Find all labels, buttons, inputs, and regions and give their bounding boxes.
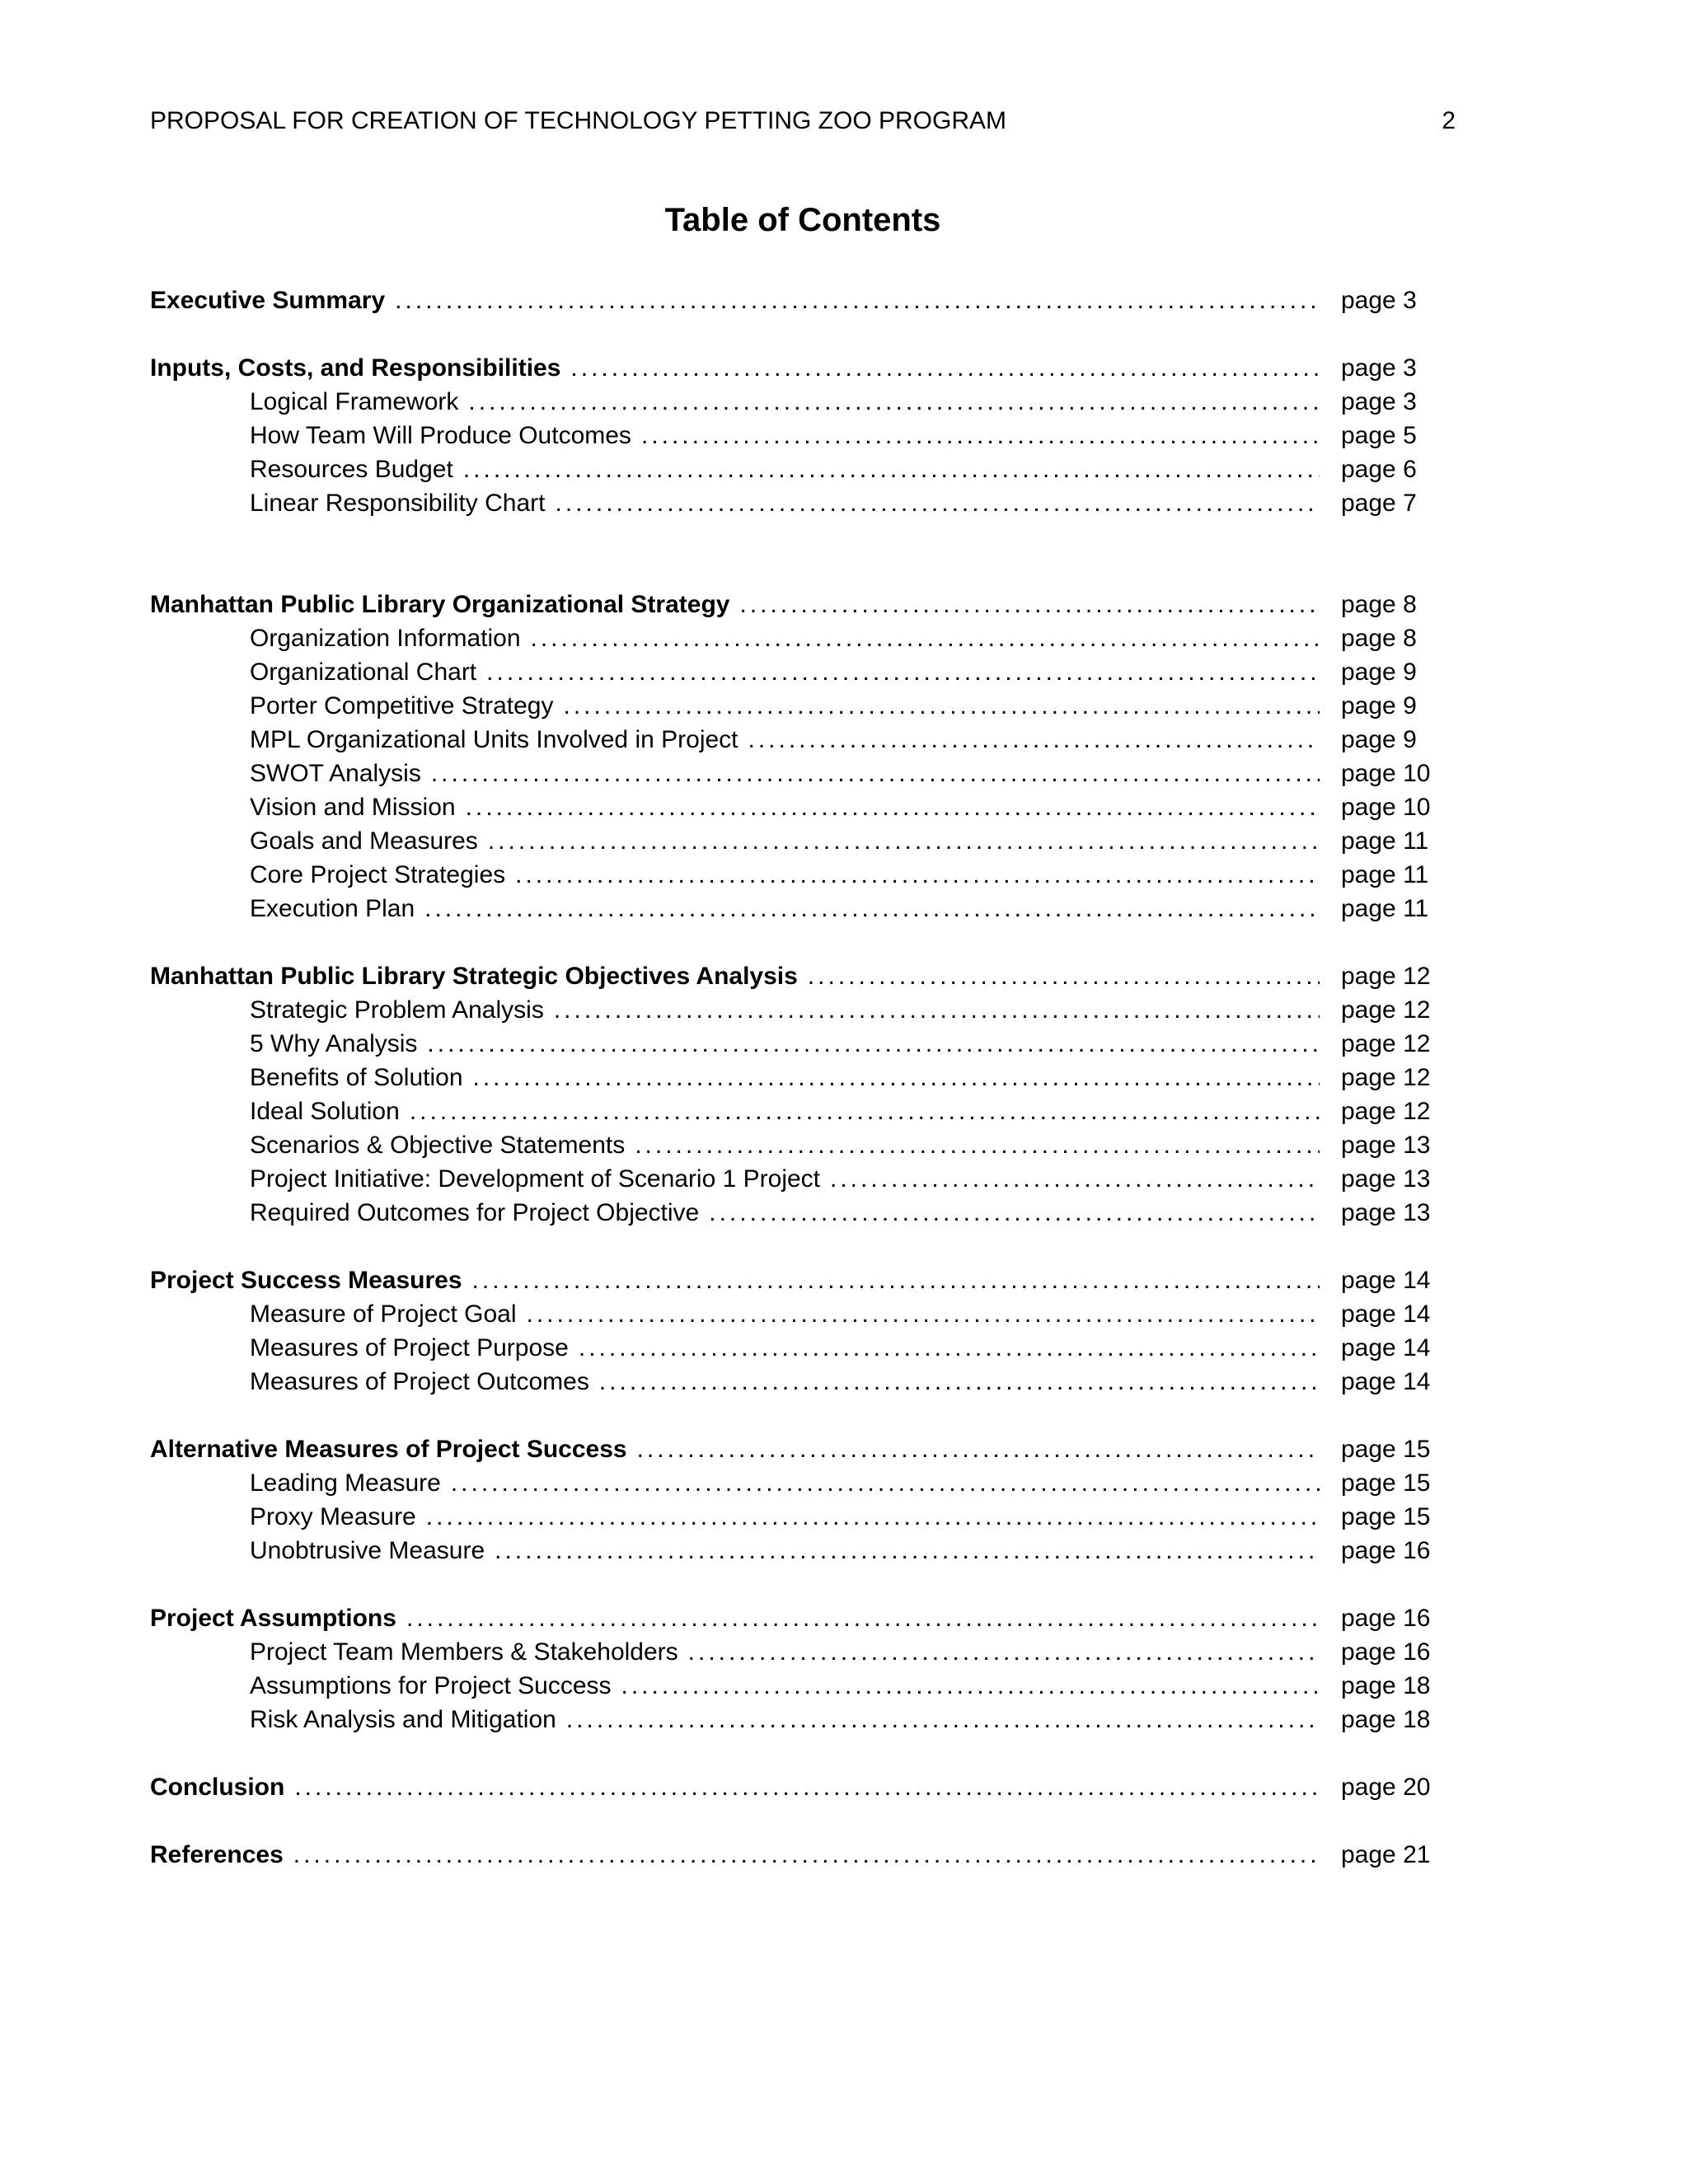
toc-entry-page: page 8: [1341, 591, 1417, 618]
dot-leader: [395, 284, 1320, 317]
toc-entry-page: page 14: [1341, 1334, 1431, 1361]
toc-row: [150, 1534, 1456, 1568]
toc-entry-page: page 9: [1341, 692, 1417, 719]
dot-leader: [563, 689, 1320, 723]
toc-entry-label: Organizational Chart: [250, 658, 477, 686]
toc-entry-label: Strategic Problem Analysis: [250, 996, 544, 1024]
toc-entry-label: SWOT Analysis: [250, 760, 421, 787]
dot-leader: [486, 655, 1320, 689]
dot-leader: [427, 1027, 1320, 1061]
page-number: 2: [1442, 107, 1456, 134]
toc-row: [150, 858, 1456, 892]
toc-entry-page: page 15: [1341, 1469, 1431, 1497]
toc-row: [150, 959, 1456, 993]
dot-leader: [293, 1838, 1320, 1872]
dot-leader: [473, 1061, 1320, 1094]
toc-entry-label: Alternative Measures of Project Success: [150, 1436, 627, 1463]
dot-leader: [431, 757, 1320, 790]
toc-entry-label: Proxy Measure: [250, 1503, 416, 1530]
toc-entry-page: page 10: [1341, 760, 1431, 787]
dot-leader: [688, 1635, 1320, 1669]
dot-leader: [472, 1263, 1320, 1297]
toc-entry-page: page 21: [1341, 1841, 1431, 1868]
toc-row: [150, 689, 1456, 723]
dot-leader: [488, 824, 1320, 858]
toc-row: [150, 1061, 1456, 1094]
toc-row: [150, 1601, 1456, 1635]
toc-entry-page: page 12: [1341, 1064, 1431, 1091]
toc-entry-page: page 6: [1341, 456, 1417, 483]
dot-leader: [739, 588, 1320, 621]
toc-entry-label: Vision and Mission: [250, 794, 456, 821]
toc-row: [150, 1635, 1456, 1669]
toc-row: [150, 1770, 1456, 1804]
toc-entry-label: How Team Will Produce Outcomes: [250, 422, 631, 449]
toc-entry-page: page 14: [1341, 1368, 1431, 1395]
toc-entry-label: Porter Competitive Strategy: [250, 692, 554, 719]
toc-entry-label: Organization Information: [250, 625, 521, 652]
dot-leader: [556, 486, 1320, 520]
dot-leader: [451, 1466, 1320, 1500]
toc-entry-label: Ideal Solution: [250, 1098, 400, 1125]
toc-row: [150, 1365, 1456, 1399]
toc-entry-page: page 13: [1341, 1199, 1431, 1226]
toc-entry-label: Manhattan Public Library Organizational Strategy: [150, 591, 730, 618]
toc-entry-label: Project Success Measures: [150, 1267, 462, 1294]
toc-entry-page: page 11: [1341, 861, 1429, 888]
toc-row: [150, 1432, 1456, 1466]
dot-leader: [424, 892, 1320, 926]
dot-leader: [531, 621, 1320, 655]
toc-row: [150, 1094, 1456, 1128]
toc-entry-page: page 12: [1341, 1098, 1431, 1125]
toc-entry-label: Measure of Project Goal: [250, 1301, 517, 1328]
toc-row: [150, 1128, 1456, 1162]
dot-leader: [566, 1703, 1320, 1736]
dot-leader: [515, 858, 1320, 892]
toc-row: [150, 486, 1456, 520]
toc-entry-page: page 11: [1341, 827, 1429, 855]
dot-leader: [808, 959, 1320, 993]
toc-entry-label: Scenarios & Objective Statements: [250, 1132, 626, 1159]
toc-entry-page: page 12: [1341, 1030, 1431, 1057]
toc-entry-label: Measures of Project Purpose: [250, 1334, 569, 1361]
toc-entry-page: page 10: [1341, 794, 1431, 821]
toc-entry-label: Project Team Members & Stakeholders: [250, 1638, 678, 1666]
toc-entry-page: page 14: [1341, 1267, 1431, 1294]
toc-entry-label: Execution Plan: [250, 895, 415, 922]
dot-leader: [641, 419, 1320, 452]
toc-entry-page: page 18: [1341, 1706, 1431, 1733]
toc-row: [150, 1196, 1456, 1230]
toc-entry-page: page 16: [1341, 1638, 1431, 1666]
toc-entry-label: Project Assumptions: [150, 1605, 396, 1632]
toc-row: [150, 284, 1456, 317]
toc-entry-page: page 16: [1341, 1605, 1431, 1632]
toc-entry-label: Logical Framework: [250, 388, 459, 415]
dot-leader: [579, 1331, 1320, 1365]
toc-entry-page: page 9: [1341, 658, 1417, 686]
toc-entry-label: Risk Analysis and Mitigation: [250, 1706, 556, 1733]
toc-entry-label: Resources Budget: [250, 456, 453, 483]
toc-row: [150, 1838, 1456, 1872]
toc-entry-page: page 3: [1341, 354, 1417, 382]
page-title: Table of Contents: [664, 202, 941, 238]
toc-entry-page: page 3: [1341, 287, 1417, 314]
dot-leader: [410, 1094, 1320, 1128]
toc-entry-page: page 8: [1341, 625, 1417, 652]
toc-row: [150, 824, 1456, 858]
toc-row: [150, 1331, 1456, 1365]
toc-row: [150, 1669, 1456, 1703]
toc-row: [150, 351, 1456, 385]
running-header: [150, 104, 1456, 138]
toc-entry-page: page 13: [1341, 1165, 1431, 1193]
toc-row: [150, 1297, 1456, 1331]
toc-entry-page: page 18: [1341, 1672, 1431, 1699]
toc-entry-label: Goals and Measures: [250, 827, 478, 855]
toc-row: [150, 1703, 1456, 1736]
toc-row: [150, 1162, 1456, 1196]
dot-leader: [495, 1534, 1320, 1568]
toc-entry-page: page 15: [1341, 1436, 1431, 1463]
toc-entry-label: Assumptions for Project Success: [250, 1672, 612, 1699]
running-header-text: PROPOSAL FOR CREATION OF TECHNOLOGY PETTING ZOO PROGRAM: [150, 107, 1007, 134]
toc-row: [150, 385, 1456, 419]
toc-entry-page: page 15: [1341, 1503, 1431, 1530]
toc-entry-label: Core Project Strategies: [250, 861, 506, 888]
toc-list: [150, 284, 1456, 1872]
dot-leader: [468, 385, 1320, 419]
toc-row: [150, 723, 1456, 757]
toc-row: [150, 1500, 1456, 1534]
dot-leader: [526, 1297, 1320, 1331]
toc-entry-label: Project Initiative: Development of Scenario 1 Project: [250, 1165, 821, 1193]
toc-entry-label: Required Outcomes for Project Objective: [250, 1199, 700, 1226]
toc-row: [150, 790, 1456, 824]
toc-entry-label: Linear Responsibility Chart: [250, 490, 546, 517]
dot-leader: [466, 790, 1320, 824]
dot-leader: [294, 1770, 1320, 1804]
toc-row: [150, 452, 1456, 486]
dot-leader: [426, 1500, 1320, 1534]
toc-entry-label: Manhattan Public Library Strategic Objectives Analysis: [150, 963, 798, 990]
dot-leader: [621, 1669, 1320, 1703]
toc-entry-page: page 16: [1341, 1537, 1431, 1564]
toc-entry-label: Leading Measure: [250, 1469, 441, 1497]
toc-row: [150, 655, 1456, 689]
toc-entry-page: page 14: [1341, 1301, 1431, 1328]
toc-entry-page: page 9: [1341, 726, 1417, 753]
dot-leader: [637, 1432, 1320, 1466]
toc-entry-page: page 7: [1341, 490, 1417, 517]
toc-entry-page: page 3: [1341, 388, 1417, 415]
dot-leader: [554, 993, 1320, 1027]
toc-entry-label: References: [150, 1841, 284, 1868]
dot-leader: [748, 723, 1320, 757]
toc-entry-page: page 12: [1341, 996, 1431, 1024]
toc-row: [150, 1027, 1456, 1061]
toc-row: [150, 1263, 1456, 1297]
dot-leader: [406, 1601, 1320, 1635]
toc-row: [150, 419, 1456, 452]
toc-row: [150, 757, 1456, 790]
dot-leader: [599, 1365, 1320, 1399]
toc-entry-label: Inputs, Costs, and Responsibilities: [150, 354, 561, 382]
dot-leader: [463, 452, 1320, 486]
toc-entry-label: Measures of Project Outcomes: [250, 1368, 589, 1395]
toc-entry-label: Executive Summary: [150, 287, 386, 314]
toc-row: [150, 993, 1456, 1027]
toc-entry-label: MPL Organizational Units Involved in Project: [250, 726, 738, 753]
toc-entry-page: page 12: [1341, 963, 1431, 990]
toc-row: [150, 1466, 1456, 1500]
toc-entry-page: page 11: [1341, 895, 1429, 922]
toc-entry-page: page 13: [1341, 1132, 1431, 1159]
toc-row: [150, 588, 1456, 621]
toc-entry-page: page 20: [1341, 1774, 1431, 1801]
toc-entry-label: Benefits of Solution: [250, 1064, 463, 1091]
dot-leader: [570, 351, 1320, 385]
toc-entry-page: page 5: [1341, 422, 1417, 449]
toc-entry-label: Conclusion: [150, 1774, 285, 1801]
dot-leader: [830, 1162, 1320, 1196]
toc-row: [150, 621, 1456, 655]
toc-entry-label: Unobtrusive Measure: [250, 1537, 485, 1564]
toc-entry-label: 5 Why Analysis: [250, 1030, 418, 1057]
dot-leader: [635, 1128, 1320, 1162]
dot-leader: [709, 1196, 1320, 1230]
toc-row: [150, 892, 1456, 926]
